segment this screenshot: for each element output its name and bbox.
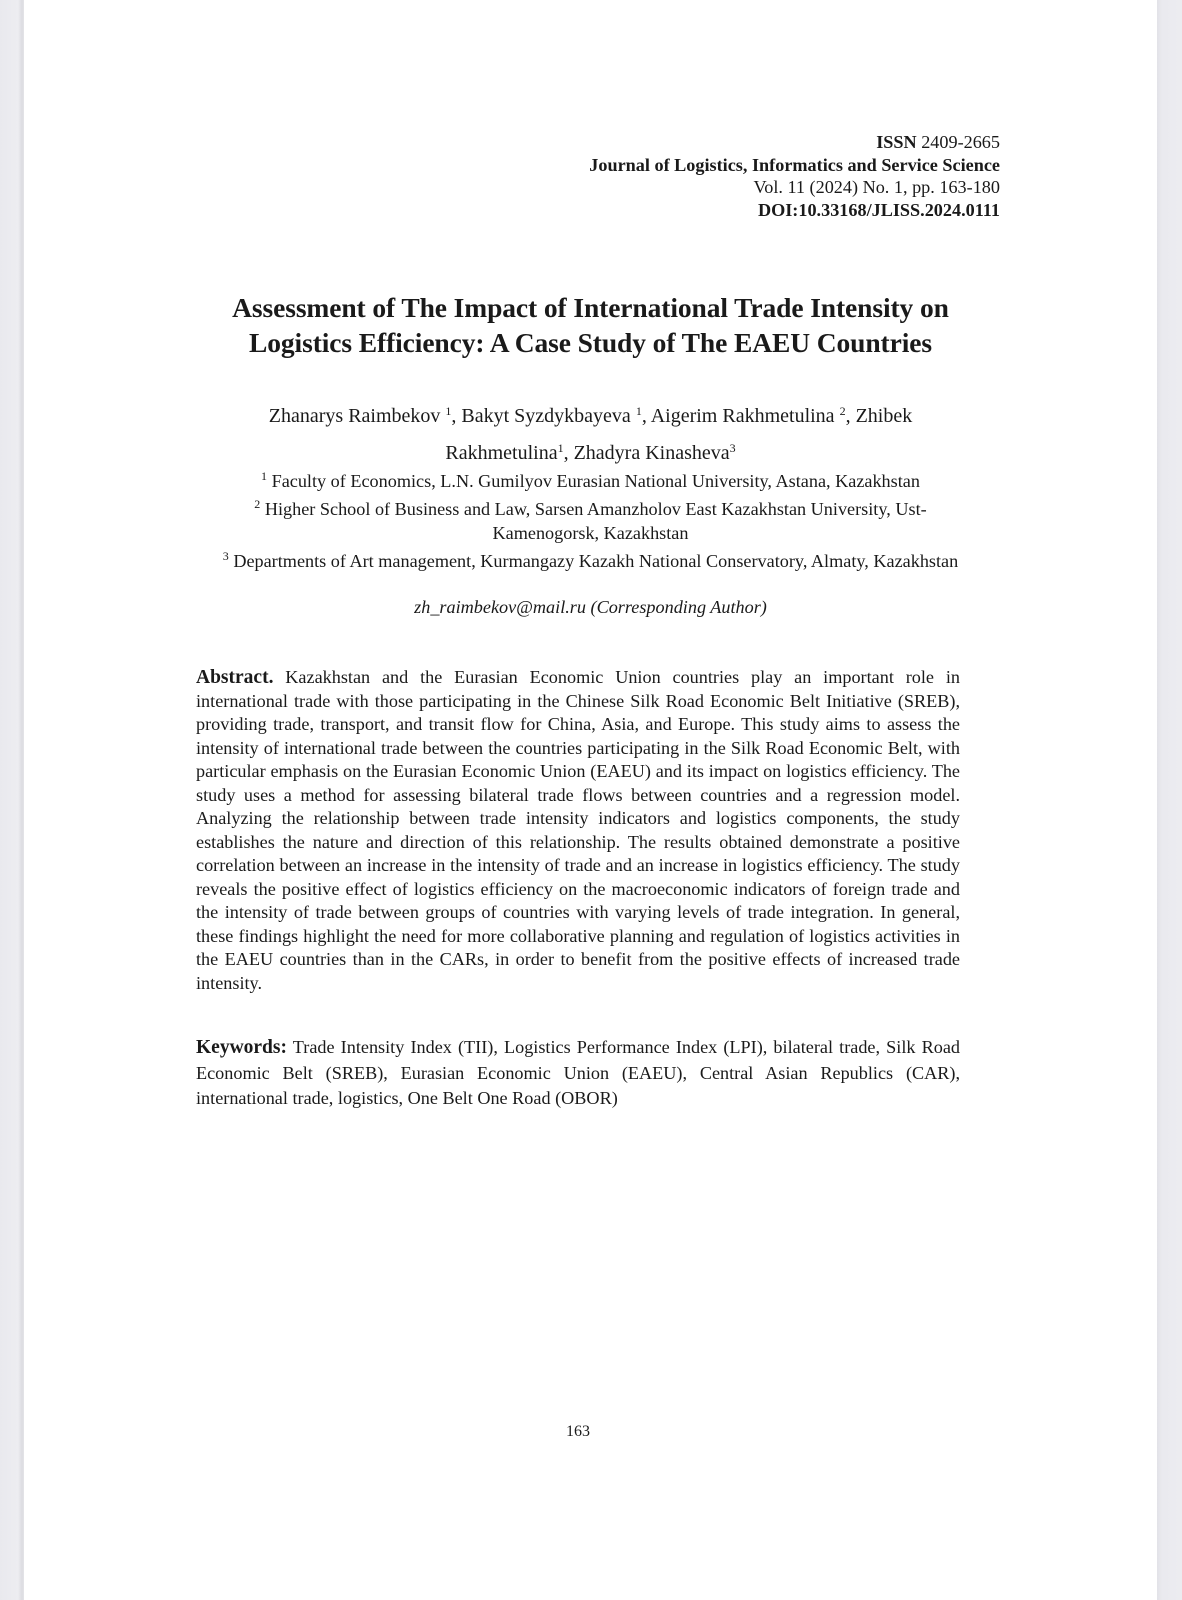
affiliation-number: 1 (261, 469, 268, 483)
author-name: Rakhmetulina (445, 442, 558, 464)
keywords-label: Keywords: (196, 1037, 287, 1058)
affiliations (24, 469, 1157, 573)
abstract (196, 666, 960, 995)
affiliation-text: Higher School of Business and Law, Sarsen Amanzholov East Kazakhstan University, Ust- (264, 499, 927, 519)
page-number: 163 (566, 1423, 590, 1440)
author-affiliation-mark: 3 (729, 441, 736, 455)
abstract-label: Abstract. (196, 667, 274, 688)
abstract-text: Kazakhstan and the Eurasian Economic Union countries play an important role in international trade with those participating in the Chinese Silk Road Economic Belt Initiative (SREB), providing trade, transport, and transit flow for China, Asia, and Europe. This study aims to assess the intensity of international trade between the countries participating in the Silk Road Economic Belt, with particular emphasis on the Eurasian Economic Union (EAEU) and its impact on logistics efficiency. The study uses a method for assessing bilateral trade flows between countries and a regression model. Analyzing the relationship between trade intensity indicators and logistics components, the study establishes the nature and direction of this relationship. The results obtained demonstrate a positive correlation between an increase in the intensity of trade and an increase in logistics efficiency. The study reveals the positive effect of logistics efficiency on the macroeconomic indicators of foreign trade and the intensity of trade between groups of countries with varying levels of trade integration. In general, these findings highlight the need for more collaborative planning and regulation of logistics activities in the EAEU countries than in the CARs, in order to benefit from the positive effects of increased trade intensity. (196, 667, 960, 993)
issn-line (589, 131, 1000, 154)
author-name: , Aigerim Rakhmetulina (641, 405, 840, 427)
issn-label: ISSN (876, 132, 917, 152)
affiliation-number: 3 (222, 549, 229, 563)
author-name: , Bakyt Syzdykbayeva (451, 405, 636, 427)
author-name: , Zhibek (845, 405, 913, 427)
affiliation-text: Departments of Art management, Kurmangazy Kazakh National Conservatory, Almaty, Kazakhstan (233, 551, 959, 571)
authors-line-1 (24, 398, 1157, 435)
keywords-text: Trade Intensity Index (TII), Logistics Performance Index (LPI), bilateral trade, Silk Road Economic Belt (SREB), Eurasian Economic Union (EAEU), Central Asian Republics (CAR), international trade, logistics, One Belt One Road (OBOR) (196, 1037, 960, 1108)
paper-title (24, 290, 1157, 360)
author-name: Zhanarys Raimbekov (268, 405, 446, 427)
journal-name: Journal of Logistics, Informatics and Service Science (589, 154, 1000, 175)
affiliation-1 (24, 469, 1157, 493)
author-affiliation-mark: 1 (557, 441, 564, 455)
doi: DOI:10.33168/JLISS.2024.0111 (757, 199, 1000, 220)
affiliation-2-continued: Kamenogorsk, Kazakhstan (492, 523, 689, 543)
affiliation-number: 2 (254, 497, 261, 511)
affiliation-3 (24, 549, 1157, 573)
authors-line-2 (24, 435, 1157, 472)
affiliation-2 (24, 497, 1157, 521)
journal-header (589, 131, 1000, 221)
author-affiliation-mark: 2 (839, 404, 846, 418)
title-line-1: Assessment of The Impact of International Trade Intensity on (232, 292, 949, 323)
author-affiliation-mark: 1 (445, 404, 452, 418)
author-name: , Zhadyra Kinasheva (563, 442, 730, 464)
title-line-2: Logistics Efficiency: A Case Study of The EAEU Countries (249, 327, 932, 358)
corresponding-author-email: zh_raimbekov@mail.ru (Corresponding Author) (414, 597, 767, 617)
document-page (24, 0, 1157, 1600)
author-affiliation-mark: 1 (635, 404, 642, 418)
affiliation-text: Faculty of Economics, L.N. Gumilyov Eurasian National University, Astana, Kazakhstan (271, 471, 920, 491)
keywords (196, 1035, 960, 1112)
volume-info: Vol. 11 (2024) No. 1, pp. 163-180 (753, 177, 1000, 198)
issn-value: 2409-2665 (921, 132, 1000, 152)
author-list (24, 398, 1157, 472)
